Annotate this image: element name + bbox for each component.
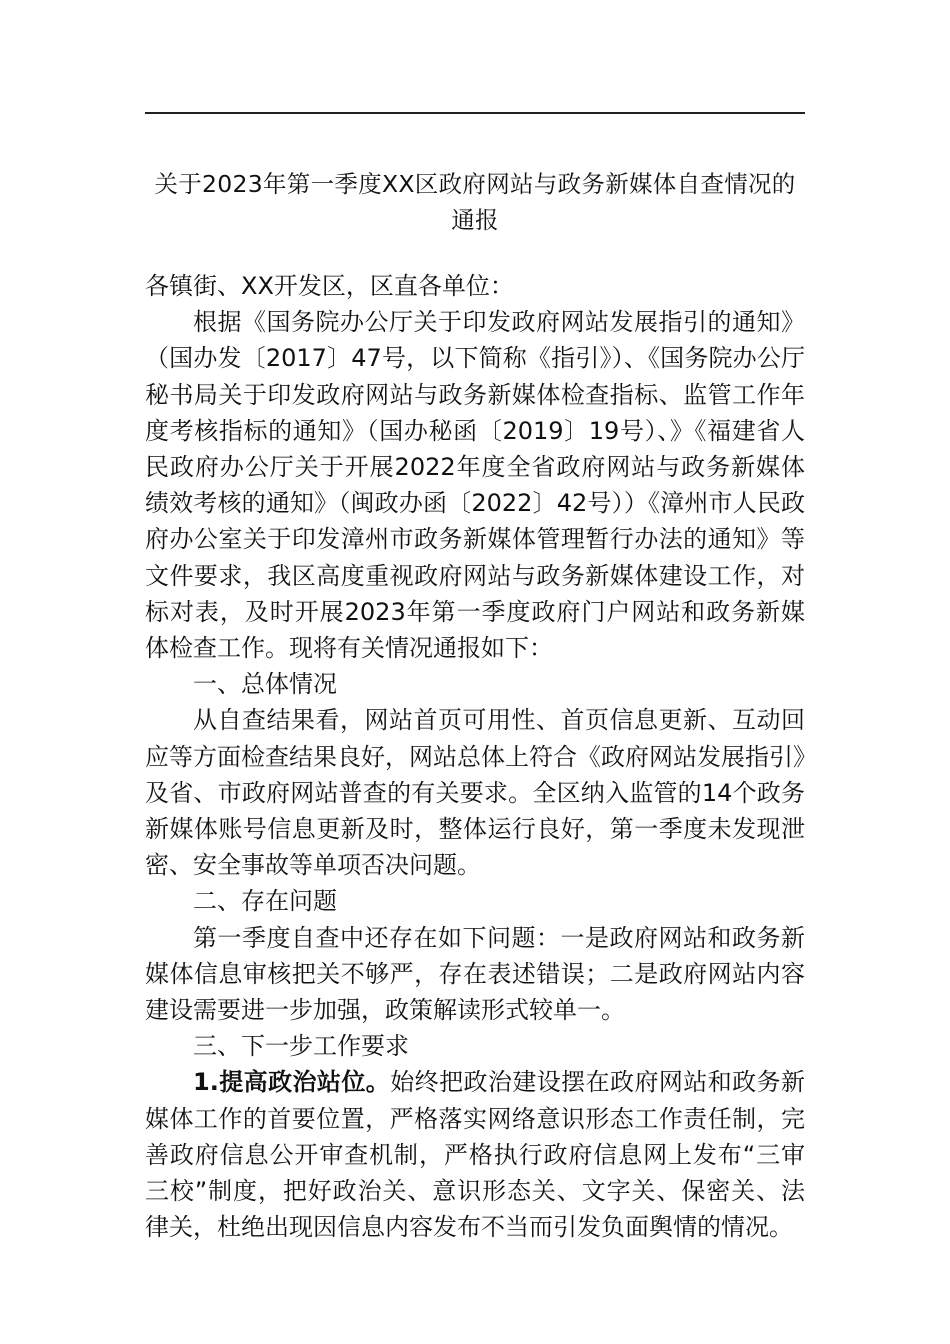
- header-rule: [145, 112, 805, 114]
- item1-lead: 1.提高政治站位。: [193, 1068, 391, 1097]
- salutation: 各镇街、XX开发区，区直各单位：: [145, 272, 514, 300]
- title-line-2: 通报: [451, 206, 499, 234]
- section2-paragraph: 第一季度自查中还存在如下问题：一是政府网站和政务新媒体信息审核把关不够严，存在表述错误；二是政府网站内容建设需要进一步加强，政策解读形式较单一。: [145, 923, 805, 1025]
- title-line-1: 关于2023年第一季度XX区政府网站与政务新媒体自查情况的: [154, 170, 796, 198]
- section1-paragraph: 从自查结果看，网站首页可用性、首页信息更新、互动回应等方面检查结果良好，网站总体上符合《政府网站发展指引》及省、市政府网站普查的有关要求。全区纳入监管的14个政务新媒体账号信息更新及时，整体运行良好，第一季度未发现泄密、安全事故等单项否决问题。: [145, 706, 805, 880]
- document-title: [145, 166, 805, 238]
- document-body: [145, 268, 805, 1245]
- item1-paragraph: [145, 1064, 805, 1245]
- section1-heading: 一、总体情况: [193, 670, 337, 699]
- item1-text: 始终把政治建设摆在政府网站和政务新媒体工作的首要位置，严格落实网络意识形态工作责任制，完善政府信息公开审查机制，严格执行政府信息网上发布“三审三校”制度，把好政治关、意识形态关、文字关、保密关、法律关，杜绝出现因信息内容发布不当而引发负面舆情的情况。: [145, 1068, 805, 1242]
- section2-heading: 二、存在问题: [193, 887, 337, 916]
- section3-heading: 三、下一步工作要求: [193, 1032, 409, 1061]
- intro-paragraph: 根据《国务院办公厅关于印发政府网站发展指引的通知》（国办发〔2017〕47号，以下简称《指引》）、《国务院办公厅秘书局关于印发政府网站与政务新媒体检查指标、监管工作年度考核指标的通知》（国办秘函〔2019〕19号）、》《福建省人民政府办公厅关于开展2022年度全省政府网站与政务新媒体绩效考核的通知》（闽政办函〔2022〕42号））《漳州市人民政府办公室关于印发漳州市政务新媒体管理暂行办法的通知》等文件要求，我区高度重视政府网站与政务新媒体建设工作，对标对表，及时开展2023年第一季度政府门户网站和政务新媒体检查工作。现将有关情况通报如下：: [145, 308, 805, 663]
